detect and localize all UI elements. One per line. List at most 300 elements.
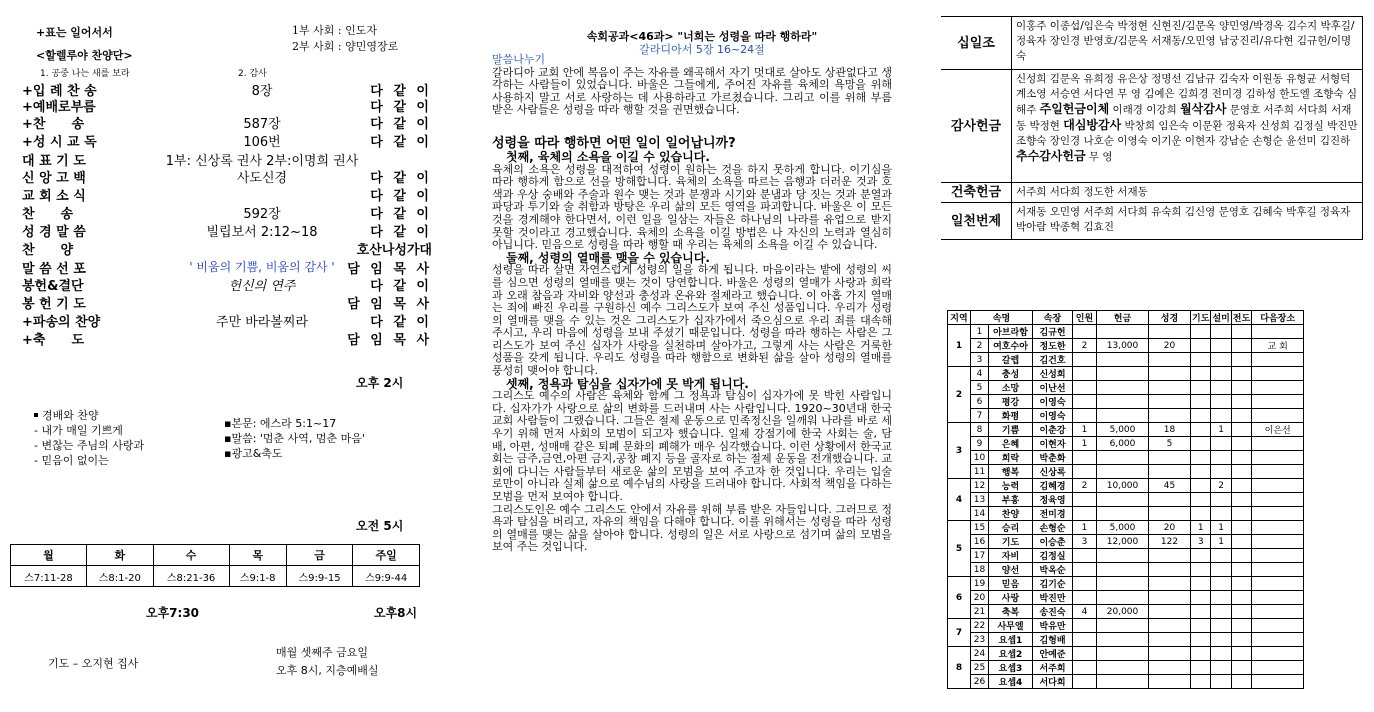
order-item	[22, 96, 432, 114]
thanks-b4: 추수감사헌금	[1016, 149, 1086, 163]
order-item-leader: 담 임 목 사	[347, 262, 432, 277]
cell-no: 24	[971, 647, 989, 661]
order-item-leader: 다 같 이	[370, 279, 432, 294]
cell-c1	[1211, 563, 1231, 577]
cell-c2	[1231, 479, 1251, 493]
cell-no: 8	[971, 423, 989, 437]
point-3-paragraph: 그리스도 예수의 사람은 육체와 함께 그 정욕과 탐심이 십자가에 못 박힌 사람입니다. 십자가가 사랑으로 삶의 변화를 드러내며 사는 사람입니다. 1920~30년대 한국교회 사람들이 그랬습니다. 그들은 절제 운동으로 민족정신을 일깨워 나라를 바로 세우기 위해 먼저 사회의 모범이 되고자 했습니다. 일제 강점기에 한국 사회는 술, 담배, 아편, 성매매 같은 퇴폐 문화의 폐해가 매우 심각했습니다. 이런 상황에서 한국교회는 금주,금연,아편 금지,공창 폐지 등을 골자로 하는 절제 운동을 전개했습니다. 교회에 다니는 사람들부터 새로운 삶의 모범을 보여 주고자 한 것입니다. 우리는 입술로만이 아니라 실제 삶으로 예수님의 사랑을 드러내야 합니다. 사회적 책임을 다하는 모범을 먼저 보여야 합니다.	[492, 389, 892, 503]
cell-c1	[1211, 675, 1231, 689]
cell-next	[1252, 353, 1304, 367]
order-item-detail: 592장	[243, 207, 281, 222]
table-header-cell: 속명	[971, 311, 1033, 325]
cell-money	[1097, 563, 1149, 577]
cell-name: 요셉1	[989, 633, 1033, 647]
cell-pray	[1191, 605, 1211, 619]
table-row	[948, 619, 1304, 633]
order-item-label: 교 회 소 식	[22, 189, 86, 204]
point-1-paragraph: 육체의 소욕은 성령을 대적하여 성령이 원하는 것을 하지 못하게 합니다. 이기심을 따라 행하게 함으로 선을 방해합니다. 육체의 소욕을 따르는 음행과 더러운 것과 호색과 우상 숭배와 주술과 원수 맺는 것과 분쟁과 시기와 분냄과 당 짓는 것과 분열과 파당과 투기와 술 취함과 방탕은 우리 삶의 모든 영역을 파괴합니다. 바울은 이 모든 것을 경계해야 한다면서, 이런 일을 일삼는 자들은 하나님의 나라를 유업으로 받지 못할 것이라고 경고했습니다. 육체의 소욕을 이길 방법은 나 자신의 노력과 열심히 아닙니다. 믿음으로 성령을 따라 행할 때 우리는 육체의 소욕을 이길 수 있습니다.	[492, 162, 892, 252]
area-cell: 4	[948, 479, 971, 521]
order-item-label: 대 표 기 도	[22, 154, 86, 169]
cell-c1: 1	[1211, 521, 1231, 535]
leader-service-2: 2부 사회 : 양민영장로	[292, 40, 399, 53]
cell-money: 13,000	[1097, 339, 1149, 353]
cell-c2	[1231, 367, 1251, 381]
cell-no: 25	[971, 661, 989, 675]
cell-bible	[1149, 675, 1191, 689]
cell-next	[1252, 647, 1304, 661]
cell-leader: 김정실	[1033, 549, 1073, 563]
pm730-label: 오후7:30	[146, 606, 200, 620]
cell-money: 20,000	[1097, 605, 1149, 619]
thanks-f: 무 영	[1085, 151, 1113, 163]
order-item	[22, 239, 432, 257]
thanks-c: 이래경 이강희	[1109, 104, 1181, 116]
lesson-title: 속회공과<46과> "너희는 성령을 따라 행하라"	[586, 30, 818, 43]
order-item	[22, 329, 432, 347]
cell-c2	[1231, 451, 1251, 465]
cell-ppl	[1073, 381, 1097, 395]
area-cell: 6	[948, 577, 971, 619]
cell-pray	[1191, 409, 1211, 423]
table-row	[948, 339, 1304, 353]
thanks-label: 감사헌금	[941, 70, 1012, 183]
day-mon: 월	[11, 545, 87, 566]
order-item	[22, 150, 432, 168]
cell-bible: 5	[1149, 437, 1191, 451]
intro-heading: 말씀나누기	[492, 53, 546, 66]
ref-fri: 스9:9-15	[286, 566, 353, 587]
cell-money	[1097, 591, 1149, 605]
cell-c2	[1231, 675, 1251, 689]
cell-no: 26	[971, 675, 989, 689]
order-item-leader: 다 같 이	[370, 225, 432, 240]
cell-bible: 20	[1149, 521, 1191, 535]
cell-next	[1252, 451, 1304, 465]
cell-ppl	[1073, 577, 1097, 591]
cell-name: 행복	[989, 465, 1033, 479]
choir-song-2: 2. 감사	[238, 69, 267, 79]
cell-pray	[1191, 465, 1211, 479]
order-item-leader: 다 같 이	[370, 189, 432, 204]
order-item	[22, 311, 432, 329]
cell-c1	[1211, 507, 1231, 521]
day-sun: 주일	[353, 545, 420, 566]
order-item-leader: 다 같 이	[370, 207, 432, 222]
cell-name: 화평	[989, 409, 1033, 423]
cell-next	[1252, 605, 1304, 619]
table-row	[948, 465, 1304, 479]
dawn-schedule-table	[10, 544, 420, 587]
cell-c1	[1211, 465, 1231, 479]
cell-no: 14	[971, 507, 989, 521]
cell-c2	[1231, 339, 1251, 353]
cell-bible	[1149, 633, 1191, 647]
area-cell: 1	[948, 325, 971, 367]
cell-money	[1097, 577, 1149, 591]
cell-bible	[1149, 465, 1191, 479]
cell-no: 1	[971, 325, 989, 339]
order-item-detail: 587장	[243, 117, 281, 132]
cell-bible	[1149, 409, 1191, 423]
cell-no: 16	[971, 535, 989, 549]
pm-song-1: - 내가 매일 기쁘게	[34, 424, 123, 437]
cell-next: 이은선	[1252, 423, 1304, 437]
order-item-label: +파송의 찬양	[22, 315, 101, 330]
cell-next	[1252, 367, 1304, 381]
cell-c2	[1231, 395, 1251, 409]
table-row	[948, 451, 1304, 465]
cell-bible	[1149, 591, 1191, 605]
cell-bible	[1149, 563, 1191, 577]
thanks-b3: 대심방감사	[1063, 118, 1122, 132]
order-item-leader: 담 임 목 사	[347, 297, 432, 312]
cell-money	[1097, 325, 1149, 339]
table-header-cell: 지역	[948, 311, 971, 325]
cell-ppl	[1073, 465, 1097, 479]
cell-c2	[1231, 535, 1251, 549]
cell-no: 18	[971, 563, 989, 577]
cell-c1	[1211, 619, 1231, 633]
cell-pray	[1191, 339, 1211, 353]
cell-c1	[1211, 325, 1231, 339]
cell-pray	[1191, 549, 1211, 563]
table-row	[948, 549, 1304, 563]
area-cell: 8	[948, 647, 971, 689]
order-item-label: 찬 송	[22, 207, 74, 222]
cell-pray	[1191, 353, 1211, 367]
cell-c1	[1211, 437, 1231, 451]
cell-no: 15	[971, 521, 989, 535]
cell-c2	[1231, 647, 1251, 661]
cell-ppl: 2	[1073, 339, 1097, 353]
cell-next	[1252, 577, 1304, 591]
cell-pray	[1191, 619, 1211, 633]
cell-pray	[1191, 493, 1211, 507]
cell-bible	[1149, 619, 1191, 633]
table-row	[948, 535, 1304, 549]
cell-ppl	[1073, 633, 1097, 647]
order-item-leader: 다 같 이	[370, 100, 432, 115]
cell-pray	[1191, 381, 1211, 395]
cell-c2	[1231, 437, 1251, 451]
cell-c1	[1211, 577, 1231, 591]
conclusion-paragraph: 그리스도인은 예수 그리스도 안에서 자유를 위해 부름 받은 자들입니다. 그러므로 정욕과 탐심을 버리고, 자유의 책임을 다해야 합니다. 이를 위해서는 성령을 따라 성령의 열매를 맺는 삶을 살아야 합니다. 성령의 일은 서로 사랑으로 섬기며 삶의 모범을 보여 주는 것입니다.	[492, 502, 892, 554]
table-header-row	[948, 311, 1304, 325]
order-item-leader: 호산나성가대	[356, 243, 432, 258]
cell-pray	[1191, 367, 1211, 381]
cell-bible: 45	[1149, 479, 1191, 493]
cell-no: 5	[971, 381, 989, 395]
cell-next	[1252, 507, 1304, 521]
cell-c2	[1231, 591, 1251, 605]
order-item	[22, 203, 432, 221]
cell-no: 12	[971, 479, 989, 493]
cell-ppl: 3	[1073, 535, 1097, 549]
cell-no: 21	[971, 605, 989, 619]
order-item	[22, 113, 432, 131]
order-item	[22, 185, 432, 203]
cell-bible	[1149, 381, 1191, 395]
cell-c2	[1231, 633, 1251, 647]
cell-leader: 이춘강	[1033, 423, 1073, 437]
cell-c2	[1231, 493, 1251, 507]
cell-ppl	[1073, 661, 1097, 675]
cell-no: 6	[971, 395, 989, 409]
cell-leader: 신상록	[1033, 465, 1073, 479]
cell-leader: 송진숙	[1033, 605, 1073, 619]
order-item-leader: 다 같 이	[370, 171, 432, 186]
cell-c2	[1231, 381, 1251, 395]
prayer-leader: 기도 – 오지현 집사	[48, 657, 139, 670]
cell-c1	[1211, 409, 1231, 423]
cell-money	[1097, 395, 1149, 409]
cell-bible	[1149, 325, 1191, 339]
question-heading: 성령을 따라 행하면 어떤 일이 일어납니까?	[492, 135, 736, 151]
cell-bible	[1149, 605, 1191, 619]
cell-c2	[1231, 353, 1251, 367]
cell-next	[1252, 591, 1304, 605]
table-row	[948, 521, 1304, 535]
table-row	[948, 605, 1304, 619]
cell-money	[1097, 353, 1149, 367]
cell-c2	[1231, 563, 1251, 577]
cell-next	[1252, 549, 1304, 563]
cell-ppl	[1073, 353, 1097, 367]
table-header-cell: 인원	[1073, 311, 1097, 325]
cell-bible	[1149, 353, 1191, 367]
cell-next	[1252, 479, 1304, 493]
cell-leader: 박유만	[1033, 619, 1073, 633]
order-item-detail: 8장	[251, 84, 273, 99]
order-item-detail: 헌신의 연주	[228, 279, 296, 294]
table-header-cell: 속장	[1033, 311, 1073, 325]
cell-ppl	[1073, 591, 1097, 605]
bullet-square-icon	[34, 413, 38, 417]
thanks-b2: 월삭감사	[1180, 102, 1227, 116]
order-item-leader: 다 같 이	[370, 315, 432, 330]
cell-no: 2	[971, 339, 989, 353]
cell-bible	[1149, 661, 1191, 675]
cell-leader: 신성희	[1033, 367, 1073, 381]
offering-table	[941, 16, 1363, 240]
cell-next	[1252, 619, 1304, 633]
table-row	[948, 563, 1304, 577]
lesson-subtitle: 갈라디아서 5장 16~24절	[639, 43, 765, 56]
cell-no: 11	[971, 465, 989, 479]
order-item	[22, 221, 432, 239]
cell-money	[1097, 633, 1149, 647]
class-report-table	[947, 310, 1304, 689]
cell-money: 12,000	[1097, 535, 1149, 549]
cell-no: 23	[971, 633, 989, 647]
area-cell: 3	[948, 423, 971, 479]
order-item-leader: 다 같 이	[370, 84, 432, 99]
table-row	[948, 633, 1304, 647]
area-cell: 7	[948, 619, 971, 647]
lesson-panel	[478, 0, 898, 712]
day-thu: 목	[229, 545, 286, 566]
cell-ppl	[1073, 507, 1097, 521]
cell-pray	[1191, 423, 1211, 437]
cell-money	[1097, 367, 1149, 381]
cell-ppl	[1073, 451, 1097, 465]
cell-name: 희락	[989, 451, 1033, 465]
table-header-cell: 성경	[1149, 311, 1191, 325]
cell-no: 17	[971, 549, 989, 563]
cell-c1	[1211, 353, 1231, 367]
cell-c1	[1211, 493, 1231, 507]
am5-label: 오전 5시	[356, 519, 404, 533]
cell-money	[1097, 465, 1149, 479]
cell-ppl	[1073, 395, 1097, 409]
cell-no: 9	[971, 437, 989, 451]
order-item-label: 봉 헌 기 도	[22, 297, 86, 312]
cell-no: 13	[971, 493, 989, 507]
order-item-label: +축 도	[22, 333, 85, 348]
cell-name: 축복	[989, 605, 1033, 619]
cell-c2	[1231, 605, 1251, 619]
cell-next	[1252, 563, 1304, 577]
cell-bible: 20	[1149, 339, 1191, 353]
monthly-place: 오후 8시, 지층예배실	[276, 664, 379, 677]
cell-leader: 이현자	[1033, 437, 1073, 451]
cell-bible	[1149, 577, 1191, 591]
cell-name: 소망	[989, 381, 1033, 395]
order-item-detail: 1부: 신상록 권사 2부:이명희 권사	[165, 154, 359, 169]
cell-name: 사랑	[989, 591, 1033, 605]
cell-name: 믿음	[989, 577, 1033, 591]
cell-leader: 이영숙	[1033, 409, 1073, 423]
table-row	[948, 577, 1304, 591]
table-row	[948, 647, 1304, 661]
cell-ppl	[1073, 367, 1097, 381]
table-row	[948, 493, 1304, 507]
pm-song-2: - 변찮는 주님의 사랑과	[34, 439, 145, 452]
cell-c1	[1211, 367, 1231, 381]
cell-leader: 김규헌	[1033, 325, 1073, 339]
table-row	[948, 325, 1304, 339]
order-item	[22, 258, 432, 276]
cell-next	[1252, 675, 1304, 689]
table-row	[948, 381, 1304, 395]
cell-name: 양선	[989, 563, 1033, 577]
cell-c1	[1211, 647, 1231, 661]
cell-ppl	[1073, 409, 1097, 423]
cell-pray	[1191, 563, 1211, 577]
cell-name: 부흥	[989, 493, 1033, 507]
order-item	[22, 131, 432, 149]
cell-leader: 이승춘	[1033, 535, 1073, 549]
cell-pray	[1191, 507, 1211, 521]
cell-leader: 박옥순	[1033, 563, 1073, 577]
thanks-d: 문영호 서주희 서다희 서재동 박정현	[1016, 104, 1352, 132]
cell-leader: 이난선	[1033, 381, 1073, 395]
cell-money: 10,000	[1097, 479, 1149, 493]
pm8-label: 오후8시	[374, 606, 418, 620]
ref-mon: 스7:11-28	[11, 566, 87, 587]
thanks-b1: 주일헌금이체	[1039, 102, 1110, 116]
cell-pray	[1191, 633, 1211, 647]
cell-pray	[1191, 661, 1211, 675]
order-item-label: +예배로부름	[22, 100, 96, 115]
pm-bible: ▪본문: 에스라 5:1~17	[224, 417, 337, 430]
cell-name: 능력	[989, 479, 1033, 493]
cell-pray	[1191, 675, 1211, 689]
order-item	[22, 167, 432, 185]
cell-next	[1252, 409, 1304, 423]
pm-song-0: 경배와 찬양	[42, 409, 99, 422]
pm-praise-list	[34, 408, 144, 468]
cell-ppl: 1	[1073, 437, 1097, 451]
cell-name: 아브라함	[989, 325, 1033, 339]
cell-leader: 김형배	[1033, 633, 1073, 647]
table-row	[948, 507, 1304, 521]
thanks-e: 박창희 임은숙 이문환 정육자 신성희 김정실 박진만 조향숙 장인경 나호순 이영숙 이기운 이현자 강남순 손형순 윤선미 김진하	[1016, 120, 1358, 147]
cell-name: 찬양	[989, 507, 1033, 521]
cell-next	[1252, 493, 1304, 507]
cell-leader: 서주희	[1033, 661, 1073, 675]
table-row	[948, 661, 1304, 675]
day-tue: 화	[86, 545, 153, 566]
cell-bible	[1149, 451, 1191, 465]
cell-leader: 안예준	[1033, 647, 1073, 661]
pm2-label: 오후 2시	[356, 376, 404, 390]
cell-c1	[1211, 549, 1231, 563]
ref-sun: 스9:9-44	[353, 566, 420, 587]
cell-c2	[1231, 577, 1251, 591]
cell-bible	[1149, 395, 1191, 409]
table-row	[948, 395, 1304, 409]
cell-no: 7	[971, 409, 989, 423]
tithe-label: 십일조	[941, 17, 1012, 70]
area-cell: 2	[948, 367, 971, 423]
order-item	[22, 293, 432, 311]
order-item-label: 봉헌&결단	[22, 279, 84, 294]
cell-next	[1252, 395, 1304, 409]
cell-money	[1097, 661, 1149, 675]
cell-c2	[1231, 423, 1251, 437]
cell-c1	[1211, 591, 1231, 605]
build-names: 서주희 서다희 정도한 서재동	[1012, 183, 1363, 203]
build-label: 건축헌금	[941, 183, 1012, 203]
thanks-names	[1012, 70, 1363, 183]
cell-no: 19	[971, 577, 989, 591]
offering-panel	[935, 0, 1374, 712]
cell-bible	[1149, 507, 1191, 521]
cell-ppl	[1073, 325, 1097, 339]
cell-money	[1097, 647, 1149, 661]
cell-c1	[1211, 605, 1231, 619]
table-header-cell: 다음장소	[1252, 311, 1304, 325]
cell-c2	[1231, 507, 1251, 521]
cell-pray	[1191, 437, 1211, 451]
order-item-label: 성 경 말 씀	[22, 225, 86, 240]
cell-no: 4	[971, 367, 989, 381]
table-header-cell: 기도	[1191, 311, 1211, 325]
pm-ad: ▪광고&축도	[224, 447, 283, 460]
cell-money	[1097, 507, 1149, 521]
cell-bible	[1149, 493, 1191, 507]
cell-leader: 손형순	[1033, 521, 1073, 535]
order-item-detail: ' 비움의 기쁨, 비움의 감사 '	[189, 260, 335, 274]
cell-ppl	[1073, 493, 1097, 507]
cell-c2	[1231, 619, 1251, 633]
cell-name: 요셉3	[989, 661, 1033, 675]
order-item-label: +찬 송	[22, 117, 85, 132]
cell-c2	[1231, 409, 1251, 423]
cell-money	[1097, 675, 1149, 689]
cell-ppl	[1073, 675, 1097, 689]
